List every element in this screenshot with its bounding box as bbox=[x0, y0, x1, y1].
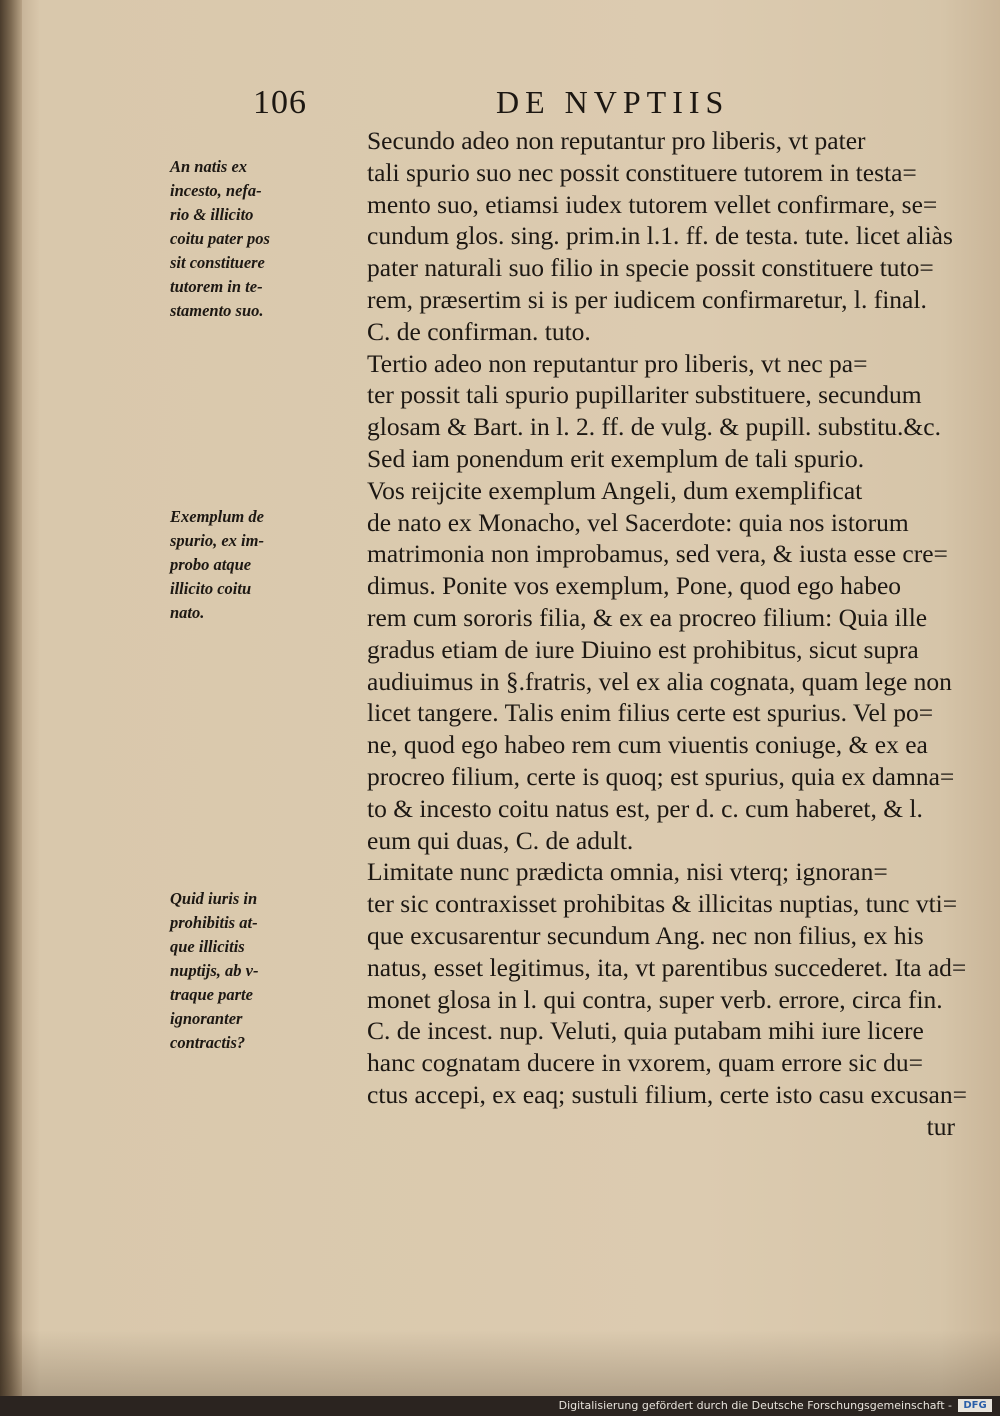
text-line: ctus accepi, ex eaq; sustuli filium, certe isto casu excusan= bbox=[367, 1079, 967, 1109]
text-line: natus, esset legitimus, ita, vt parentibus succederet. Ita ad= bbox=[367, 952, 967, 982]
margin-note-line: que illicitis bbox=[170, 937, 245, 956]
text-line: rem cum sororis filia, & ex ea procreo filium: Quia ille bbox=[367, 602, 928, 632]
text-line: ter sic contraxisset prohibitas & illicitas nuptias, tunc vti= bbox=[367, 889, 958, 919]
margin-note-line: stamento suo. bbox=[170, 301, 264, 320]
margin-note-line: Exemplum de bbox=[170, 507, 264, 526]
margin-note-line: rio & illicito bbox=[170, 205, 254, 224]
text-line: Vos reijcite exemplum Angeli, dum exemplificat bbox=[367, 475, 863, 505]
text-line: C. de incest. nup. Veluti, quia putabam mihi iure licere bbox=[367, 1016, 924, 1046]
margin-note-line: traque parte bbox=[170, 985, 253, 1004]
text-line: gradus etiam de iure Diuino est prohibitus, sicut supra bbox=[367, 634, 919, 664]
text-line: matrimonia non improbamus, sed vera, & iusta esse cre= bbox=[367, 539, 948, 569]
margin-note-1 bbox=[170, 155, 308, 323]
text-line: pater naturali suo filio in specie possit constituere tuto= bbox=[367, 253, 934, 283]
text-line: Sed iam ponendum erit exemplum de tali spurio. bbox=[367, 443, 865, 473]
paragraph-2 bbox=[305, 348, 955, 475]
text-line: cundum glos. sing. prim.in l.1. ff. de testa. tute. licet aliàs bbox=[367, 221, 953, 251]
margin-note-line: coitu pater pos bbox=[170, 229, 270, 248]
main-text-block bbox=[305, 125, 967, 1143]
text-line: licet tangere. Talis enim filius certe est spurius. Vel po= bbox=[367, 698, 934, 728]
margin-note-line: Quid iuris in bbox=[170, 889, 258, 908]
margin-note-line: contractis? bbox=[170, 1033, 246, 1052]
margin-note-line: incesto, nefa- bbox=[170, 181, 262, 200]
text-line: monet glosa in l. qui contra, super verb. errore, circa fin. bbox=[367, 984, 943, 1014]
margin-note-line: prohibitis at- bbox=[170, 913, 258, 932]
text-line: tali spurio suo nec possit constituere tutorem in testa= bbox=[367, 157, 917, 187]
text-line: Tertio adeo non reputantur pro liberis, vt nec pa= bbox=[367, 348, 868, 378]
text-line: rem, præsertim si is per iudicem confirmaretur, l. final. bbox=[367, 284, 927, 314]
text-line: que excusarentur secundum Ang. nec non filius, ex his bbox=[367, 920, 924, 950]
text-line: dimus. Ponite vos exemplum, Pone, quod ego habeo bbox=[367, 571, 902, 601]
margin-note-line: illicito coitu bbox=[170, 579, 252, 598]
text-line: ter possit tali spurio pupillariter substituere, secundum bbox=[367, 380, 922, 410]
margin-note-line: sit constituere bbox=[170, 253, 265, 272]
text-line: de nato ex Monacho, vel Sacerdote: quia nos istorum bbox=[367, 507, 909, 537]
catchword: tur bbox=[926, 1111, 955, 1141]
paragraph-4 bbox=[305, 856, 967, 1110]
margin-note-line: nuptijs, ab v- bbox=[170, 961, 259, 980]
margin-note-line: spurio, ex im- bbox=[170, 531, 264, 550]
page-number: 106 bbox=[253, 84, 307, 121]
text-line: to & incesto coitu natus est, per d. c. cum haberet, & l. bbox=[367, 793, 923, 823]
text-line: Secundo adeo non reputantur pro liberis, vt pater bbox=[367, 126, 866, 155]
text-line: procreo filium, certe is quoq; est spurius, quia ex damna= bbox=[367, 761, 955, 791]
text-line: ne, quod ego habeo rem cum viuentis coniuge, & ex ea bbox=[367, 730, 928, 760]
margin-note-2 bbox=[170, 505, 308, 625]
text-line: hanc cognatam ducere in vxorem, quam errore sic du= bbox=[367, 1048, 924, 1078]
paragraph-3 bbox=[305, 475, 955, 857]
margin-note-line: ignoranter bbox=[170, 1009, 243, 1028]
footer-credit: Digitalisierung gefördert durch die Deutsche Forschungsgemeinschaft - bbox=[558, 1399, 952, 1412]
text-line: Limitate nunc prædicta omnia, nisi vterq; ignoran= bbox=[367, 857, 888, 887]
paragraph-1 bbox=[305, 125, 955, 348]
margin-note-line: An natis ex bbox=[170, 157, 248, 176]
text-line: mento suo, etiamsi iudex tutorem vellet confirmare, se= bbox=[367, 189, 938, 219]
margin-note-line: nato. bbox=[170, 603, 205, 622]
margin-note-3 bbox=[170, 887, 308, 1055]
page-gutter-edge bbox=[0, 0, 22, 1396]
margin-note-line: tutorem in te- bbox=[170, 277, 263, 296]
running-head: DE NVPTIIS bbox=[496, 84, 730, 120]
text-line: C. de confirman. tuto. bbox=[367, 316, 591, 346]
text-line: glosam & Bart. in l. 2. ff. de vulg. & pupill. substitu.&c. bbox=[367, 412, 941, 442]
margin-note-line: probo atque bbox=[170, 555, 252, 574]
page-shadow bbox=[0, 1330, 1000, 1396]
text-line: eum qui duas, C. de adult. bbox=[367, 825, 634, 855]
text-line: audiuimus in §.fratris, vel ex alia cognata, quam lege non bbox=[367, 666, 952, 696]
dfg-logo-icon: DFG bbox=[958, 1399, 992, 1412]
